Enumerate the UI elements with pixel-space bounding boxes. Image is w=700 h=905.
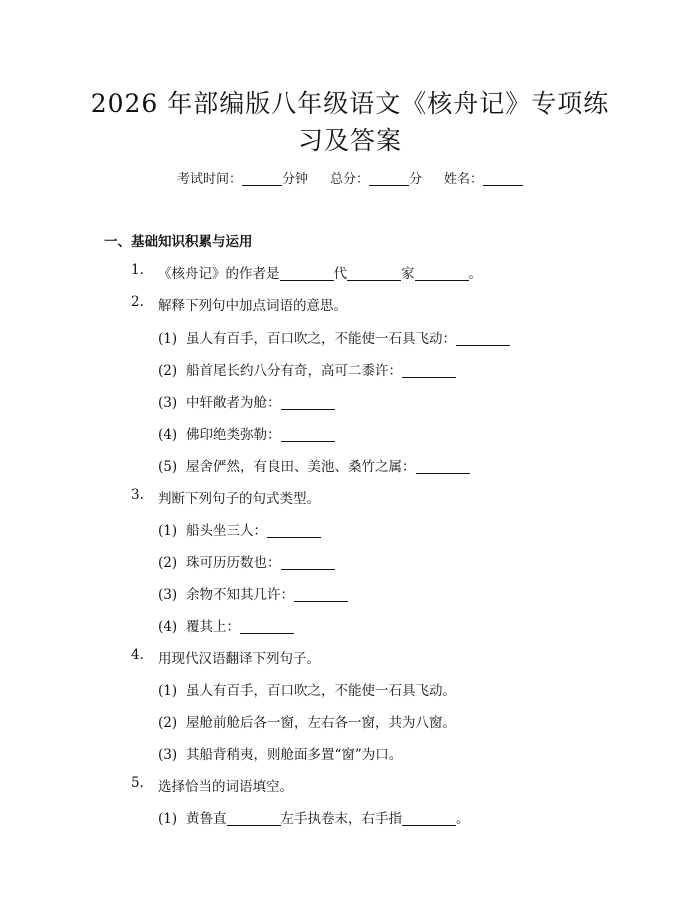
sub-question-text: 屋舍俨然，有良田、美池、桑竹之属： — [186, 459, 416, 475]
question-text: 家 — [401, 266, 415, 282]
student-name-blank[interactable] — [483, 172, 523, 186]
sub-question — [158, 743, 402, 763]
sub-question-number: (2) — [158, 555, 178, 571]
sub-question-text: 虽人有百手，百口吹之，不能使一石具飞动。 — [186, 683, 456, 699]
answer-blank[interactable] — [280, 267, 334, 282]
answer-blank[interactable] — [402, 364, 456, 379]
sub-question-number: (1) — [158, 523, 178, 539]
sub-question — [158, 327, 510, 347]
document-title-line-2: 习及答案 — [297, 126, 402, 155]
sub-question-number: (3) — [158, 587, 178, 603]
sub-question-text: 。 — [456, 811, 470, 827]
question-text: 用现代汉语翻译下列句子。 — [158, 651, 320, 667]
sub-question-text: 覆其上： — [186, 619, 240, 635]
sub-question — [158, 455, 470, 475]
sub-question-number: (1) — [158, 331, 178, 347]
answer-blank[interactable] — [456, 332, 510, 347]
total-score-unit: 分 — [409, 172, 423, 187]
sub-question-text: 珠可历历数也： — [186, 555, 281, 571]
answer-blank[interactable] — [227, 812, 281, 827]
sub-question-text: 船头坐三人： — [186, 523, 267, 539]
sub-question-text: 船首尾长约八分有奇，高可二黍许： — [186, 363, 402, 379]
answer-blank[interactable] — [294, 588, 348, 603]
sub-question — [158, 711, 456, 731]
question-text: 。 — [468, 266, 482, 282]
exam-time-label: 考试时间： — [176, 172, 242, 187]
exam-time-unit: 分钟 — [281, 172, 308, 187]
section-heading: 一、基础知识积累与运用 — [104, 234, 253, 250]
question-number: 4. — [131, 647, 144, 663]
question-number: 5. — [131, 775, 144, 791]
exam-info-line — [0, 168, 700, 187]
question-text: 选择恰当的词语填空。 — [158, 779, 293, 795]
answer-blank[interactable] — [281, 428, 335, 443]
sub-question — [158, 359, 456, 379]
answer-blank[interactable] — [267, 524, 321, 539]
question-1 — [158, 262, 482, 282]
sub-question-number: (1) — [158, 683, 178, 699]
sub-question — [158, 423, 335, 443]
sub-question-number: (2) — [158, 715, 178, 731]
question-text: 代 — [333, 266, 347, 282]
sub-question-number: (4) — [158, 427, 178, 443]
sub-question — [158, 551, 335, 571]
total-score-blank[interactable] — [369, 172, 409, 186]
question-number: 1. — [131, 262, 144, 278]
answer-blank[interactable] — [240, 620, 294, 635]
sub-question-text: 中轩敞者为舱： — [186, 395, 281, 411]
sub-question-number: (1) — [158, 811, 178, 827]
sub-question-text: 佛印绝类弥勒： — [186, 427, 281, 443]
sub-question — [158, 519, 321, 539]
sub-question — [158, 391, 335, 411]
total-score-label: 总分： — [329, 172, 369, 187]
question-text: 解释下列句中加点词语的意思。 — [158, 298, 347, 314]
sub-question-number: (4) — [158, 619, 178, 635]
answer-blank[interactable] — [415, 267, 469, 282]
sub-question-text: 左手执卷末，右手指 — [280, 811, 402, 827]
exam-time-blank[interactable] — [242, 172, 282, 186]
sub-question-text: 黄鲁直 — [186, 811, 227, 827]
sub-question — [158, 583, 348, 603]
sub-question-number: (2) — [158, 363, 178, 379]
sub-question-number: (3) — [158, 747, 178, 763]
sub-question-text: 虽人有百手，百口吹之，不能使一石具飞动： — [186, 331, 456, 347]
answer-blank[interactable] — [402, 812, 456, 827]
sub-question-number: (5) — [158, 459, 178, 475]
sub-question — [158, 807, 470, 827]
question-text: 《核舟记》的作者是 — [158, 266, 280, 282]
sub-question-text: 屋舱前舱后各一窗，左右各一窗，共为八窗。 — [186, 715, 456, 731]
sub-question-text: 其船背稍夷，则舱面多置“窗”为口。 — [186, 747, 403, 763]
sub-question — [158, 679, 456, 699]
document-title-line-1: 2026 年部编版八年级语文《核舟记》专项练 — [90, 89, 610, 118]
sub-question — [158, 615, 294, 635]
question-number: 2. — [131, 294, 144, 310]
answer-blank[interactable] — [347, 267, 401, 282]
sub-question-text: 余物不知其几许： — [186, 587, 294, 603]
answer-blank[interactable] — [281, 556, 335, 571]
question-text: 判断下列句子的句式类型。 — [158, 491, 320, 507]
answer-blank[interactable] — [281, 396, 335, 411]
student-name-label: 姓名： — [444, 172, 484, 187]
answer-blank[interactable] — [416, 460, 470, 475]
question-number: 3. — [131, 487, 144, 503]
sub-question-number: (3) — [158, 395, 178, 411]
